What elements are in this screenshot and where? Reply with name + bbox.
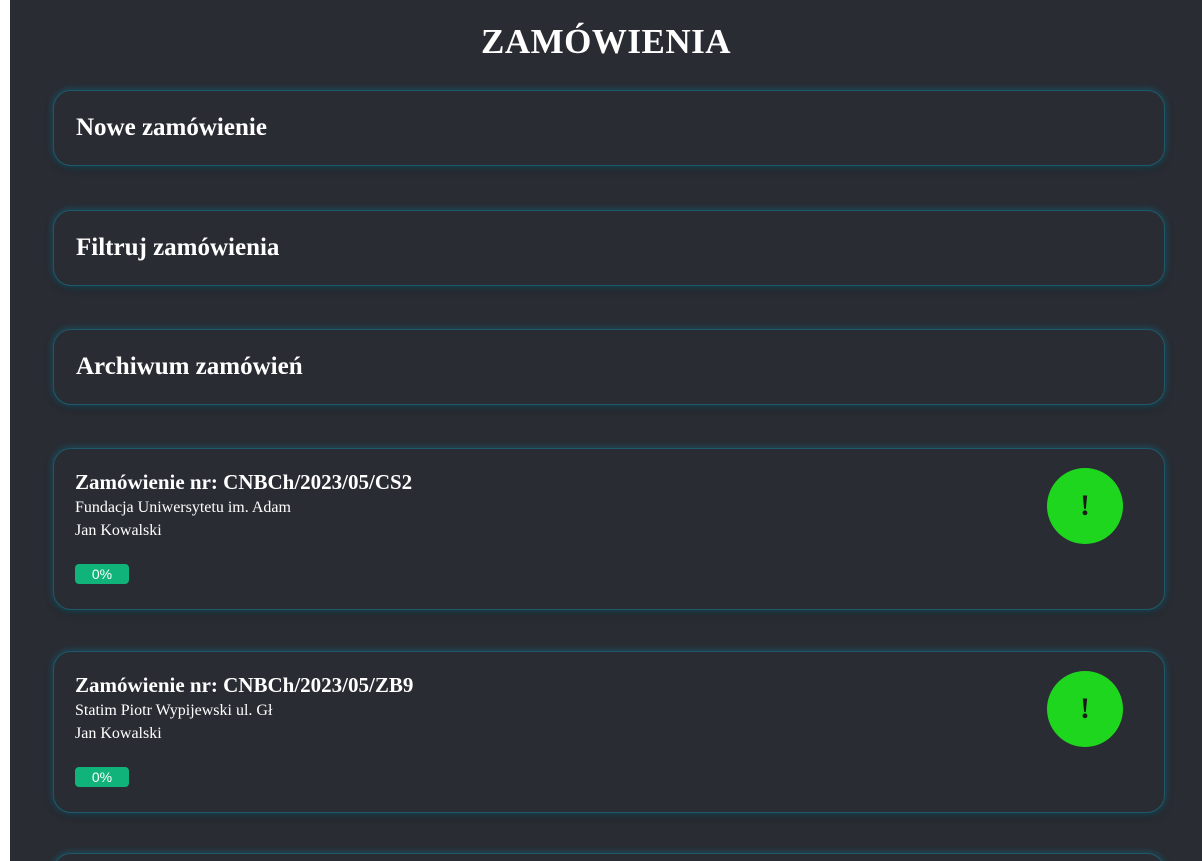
new-order-button[interactable]: [53, 90, 1165, 166]
orders-archive-label: Archiwum zamówień: [76, 353, 303, 380]
orders-archive-button[interactable]: [53, 329, 1165, 405]
page-title: ZAMÓWIENIA: [480, 22, 732, 61]
filter-orders-label: Filtruj zamówienia: [76, 234, 280, 261]
progress-badge: 0%: [75, 564, 129, 584]
alert-button[interactable]: [1047, 468, 1123, 544]
new-order-label: Nowe zamówienie: [76, 114, 267, 141]
order-person: Jan Kowalski: [75, 725, 162, 742]
order-number: Zamówienie nr: CNBCh/2023/05/CS2: [75, 470, 413, 494]
order-card[interactable]: [53, 651, 1165, 813]
order-company: Statim Piotr Wypijewski ul. Gł: [75, 702, 273, 719]
exclamation-icon: !: [1080, 489, 1090, 522]
order-card-partial[interactable]: [53, 853, 1165, 861]
order-card[interactable]: [53, 448, 1165, 610]
exclamation-icon: !: [1080, 692, 1090, 725]
order-company: Fundacja Uniwersytetu im. Adam: [75, 499, 291, 516]
progress-badge: 0%: [75, 767, 129, 787]
orders-page: [10, 0, 1202, 861]
filter-orders-button[interactable]: [53, 210, 1165, 286]
order-person: Jan Kowalski: [75, 522, 162, 539]
order-number: Zamówienie nr: CNBCh/2023/05/ZB9: [75, 673, 414, 697]
alert-button[interactable]: [1047, 671, 1123, 747]
